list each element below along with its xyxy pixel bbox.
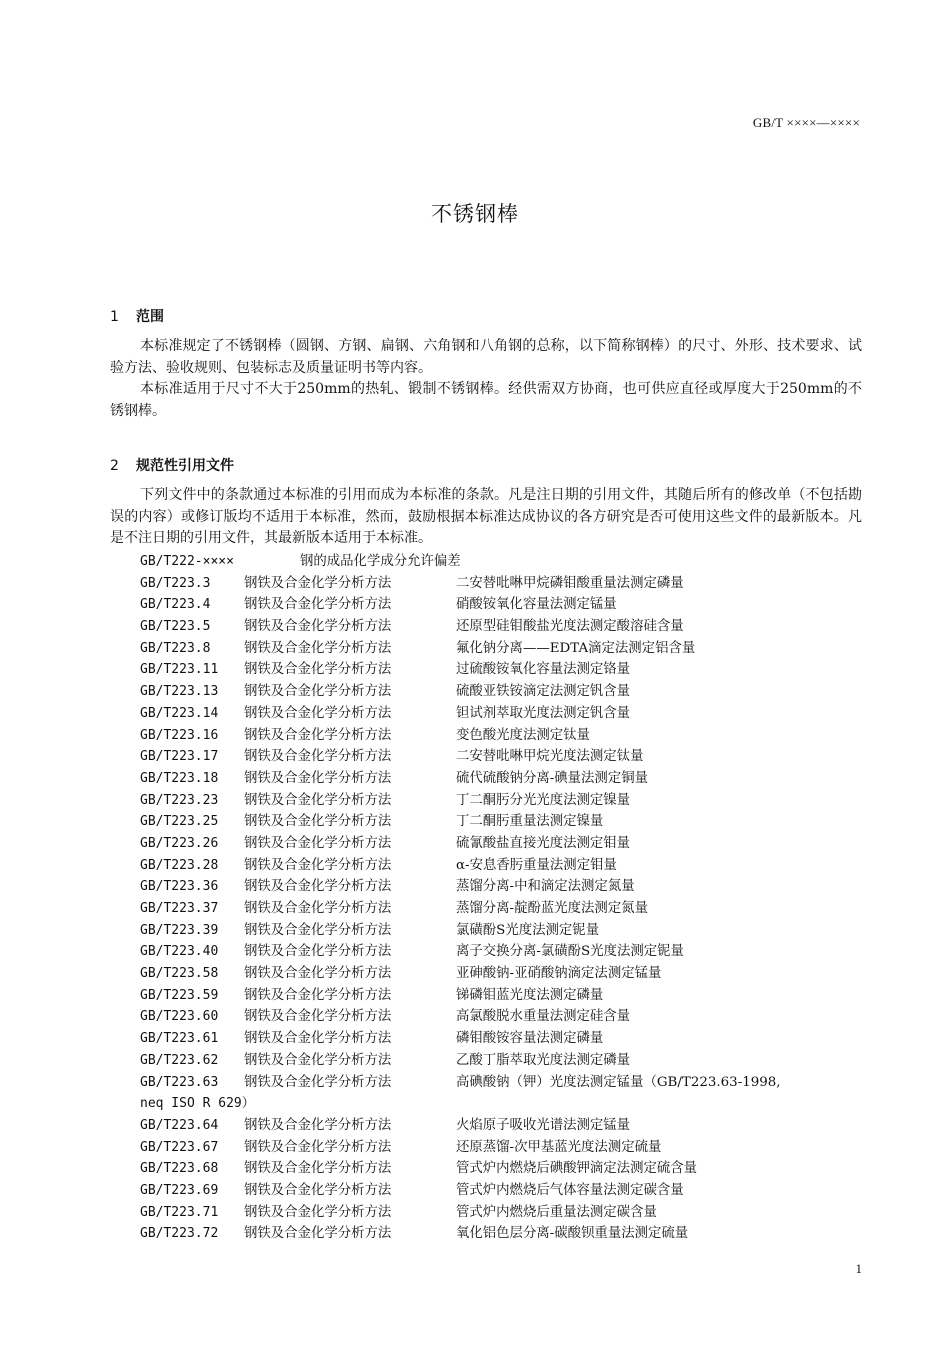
section-1-paragraph-2: 本标准适用于尺寸不大于250mm的热轧、锻制不锈钢棒。经供需双方协商，也可供应直径或厚度大于250mm的不锈钢棒。 — [110, 381, 862, 419]
reference-category: 钢铁及合金化学分析方法 — [244, 749, 392, 765]
reference-item — [140, 790, 880, 812]
reference-item — [140, 1006, 880, 1028]
reference-category: 钢铁及合金化学分析方法 — [244, 1117, 392, 1133]
reference-name: 还原型硅钼酸盐光度法测定酸溶硅含量 — [456, 619, 684, 635]
section-1-title: 范围 — [136, 309, 164, 325]
reference-item — [140, 1202, 880, 1224]
reference-name: 过硫酸铵氧化容量法测定铬量 — [456, 662, 631, 678]
section-2-heading — [110, 455, 234, 475]
reference-name: 磷钼酸铵容量法测定磷量 — [456, 1031, 604, 1047]
reference-category: 钢铁及合金化学分析方法 — [244, 705, 392, 721]
reference-name: 管式炉内燃烧后重量法测定碳含量 — [456, 1204, 657, 1220]
reference-item — [140, 616, 880, 638]
reference-item — [140, 898, 880, 920]
reference-name: 高氯酸脱水重量法测定硅含量 — [456, 1009, 631, 1025]
reference-category: 钢铁及合金化学分析方法 — [244, 987, 392, 1003]
reference-item — [140, 1072, 880, 1094]
reference-category: 钢铁及合金化学分析方法 — [244, 966, 392, 982]
reference-item — [140, 1050, 880, 1072]
reference-name: 乙酸丁脂萃取光度法测定磷量 — [456, 1052, 631, 1068]
reference-item — [140, 725, 880, 747]
reference-category: 钢铁及合金化学分析方法 — [244, 662, 392, 678]
reference-name: 氯磺酚S光度法测定铌量 — [456, 922, 600, 938]
reference-code: GB/T223.37 — [140, 901, 219, 916]
reference-item — [140, 1223, 880, 1245]
reference-name: 丁二酮肟分光光度法测定镍量 — [456, 792, 631, 808]
reference-code: GB/T223.58 — [140, 966, 219, 982]
reference-name: 二安替吡啉甲烷光度法测定钛量 — [456, 749, 644, 765]
reference-category: 钢铁及合金化学分析方法 — [244, 1161, 392, 1177]
reference-category: 钢铁及合金化学分析方法 — [244, 814, 392, 830]
reference-code: GB/T223.16 — [140, 727, 219, 743]
reference-item — [140, 855, 880, 877]
reference-code: GB/T223.8 — [140, 640, 211, 656]
section-1-number: 1 — [110, 309, 119, 325]
reference-category: 钢铁及合金化学分析方法 — [244, 879, 392, 895]
reference-code: GB/T223.3 — [140, 575, 211, 591]
reference-category: 钢铁及合金化学分析方法 — [244, 1052, 392, 1068]
reference-category: 钢铁及合金化学分析方法 — [244, 1182, 392, 1198]
reference-category: 钢铁及合金化学分析方法 — [244, 1226, 392, 1242]
reference-item — [140, 681, 880, 703]
section-2-title: 规范性引用文件 — [136, 458, 234, 474]
reference-category: 钢铁及合金化学分析方法 — [244, 857, 392, 873]
reference-name: 亚砷酸钠-亚硝酸钠滴定法测定锰量 — [456, 966, 662, 982]
reference-code: GB/T223.69 — [140, 1182, 219, 1198]
reference-code: GB/T223.72 — [140, 1226, 219, 1242]
reference-category: 钢铁及合金化学分析方法 — [244, 922, 392, 938]
reference-category: 钢铁及合金化学分析方法 — [244, 1139, 392, 1155]
reference-code: GB/T223.40 — [140, 944, 219, 960]
reference-name: 蒸馏分离-中和滴定法测定氮量 — [456, 879, 635, 895]
reference-list — [140, 551, 880, 1245]
reference-name: 还原蒸馏-次甲基蓝光度法测定硫量 — [456, 1139, 662, 1155]
reference-item — [140, 638, 880, 660]
reference-item — [140, 1028, 880, 1050]
reference-code: GB/T223.5 — [140, 619, 211, 635]
reference-item — [140, 703, 880, 725]
reference-code: GB/T223.11 — [140, 662, 219, 678]
reference-item — [140, 811, 880, 833]
reference-code: GB/T222-×××× — [140, 554, 234, 569]
reference-name: 离子交换分离-氯磺酚S光度法测定铌量 — [456, 944, 684, 960]
reference-code: GB/T223.61 — [140, 1031, 219, 1047]
reference-name: 硫氰酸盐直接光度法测定钼量 — [456, 835, 631, 851]
standard-code: GB/T ××××—×××× — [752, 115, 860, 130]
reference-category: 钢铁及合金化学分析方法 — [244, 901, 392, 916]
reference-name: 火焰原子吸收光谱法测定锰量 — [456, 1117, 631, 1133]
reference-category: 钢铁及合金化学分析方法 — [244, 835, 392, 851]
reference-category: 钢铁及合金化学分析方法 — [244, 1074, 392, 1090]
reference-code: GB/T223.18 — [140, 770, 219, 786]
reference-code: GB/T223.36 — [140, 879, 219, 895]
reference-name: 硫代硫酸钠分离-碘量法测定铜量 — [456, 770, 648, 786]
reference-category: 钢铁及合金化学分析方法 — [244, 575, 392, 591]
reference-item — [140, 1115, 880, 1137]
reference-name: 硝酸铵氧化容量法测定锰量 — [456, 597, 617, 613]
reference-name: 管式炉内燃烧后气体容量法测定碳含量 — [456, 1182, 684, 1198]
reference-code: GB/T223.28 — [140, 857, 219, 873]
reference-name: 锑磷钼蓝光度法测定磷量 — [456, 987, 604, 1003]
reference-item — [140, 1158, 880, 1180]
reference-item — [140, 594, 880, 616]
reference-code: GB/T223.25 — [140, 814, 219, 830]
reference-category: 钢铁及合金化学分析方法 — [244, 640, 392, 656]
reference-category: 钢铁及合金化学分析方法 — [244, 619, 392, 635]
reference-category: 钢铁及合金化学分析方法 — [244, 684, 392, 700]
reference-name: 氟化钠分离——EDTA滴定法测定铝含量 — [456, 640, 696, 656]
reference-name: α-安息香肟重量法测定钼量 — [456, 857, 617, 873]
reference-code: GB/T223.59 — [140, 987, 219, 1003]
reference-category: 钢铁及合金化学分析方法 — [244, 1204, 392, 1220]
reference-item — [140, 659, 880, 681]
reference-name: 蒸馏分离-靛酚蓝光度法测定氮量 — [456, 901, 648, 916]
reference-code: GB/T223.67 — [140, 1139, 219, 1155]
reference-name: 氧化铝色层分离-碳酸钡重量法测定硫量 — [456, 1226, 689, 1242]
reference-name: 变色酸光度法测定钛量 — [456, 727, 590, 743]
reference-item — [140, 963, 880, 985]
reference-name: 二安替吡啉甲烷磷钼酸重量法测定磷量 — [456, 575, 684, 591]
reference-item — [140, 920, 880, 942]
page-number: 1 — [855, 1261, 862, 1276]
reference-category: 钢铁及合金化学分析方法 — [244, 770, 392, 786]
reference-item — [140, 833, 880, 855]
reference-code: GB/T223.23 — [140, 792, 219, 808]
reference-name: 钢的成品化学成分允许偏差 — [300, 554, 461, 569]
reference-code: GB/T223.26 — [140, 835, 219, 851]
reference-category: 钢铁及合金化学分析方法 — [244, 792, 392, 808]
reference-item — [140, 876, 880, 898]
reference-code: GB/T223.4 — [140, 597, 211, 613]
section-1-paragraph-1: 本标准规定了不锈钢棒（圆钢、方钢、扁钢、六角钢和八角钢的总称，以下简称钢棒）的尺寸、外形、技术要求、试验方法、验收规则、包装标志及质量证明书等内容。 — [110, 338, 862, 376]
reference-code: GB/T223.17 — [140, 749, 219, 765]
reference-category: 钢铁及合金化学分析方法 — [244, 597, 392, 613]
reference-continuation: neq ISO R 629） — [140, 1096, 255, 1112]
reference-code: GB/T223.13 — [140, 684, 219, 700]
section-1-heading — [110, 306, 164, 326]
reference-code: GB/T223.68 — [140, 1161, 219, 1177]
document-title: 不锈钢棒 — [431, 202, 519, 226]
section-2-number: 2 — [110, 458, 119, 474]
section-2-intro: 下列文件中的条款通过本标准的引用而成为本标准的条款。凡是注日期的引用文件，其随后所有的修改单（不包括勘误的内容）或修订版均不适用于本标准，然而，鼓励根据本标准达成协议的各方研究是否可使用这些文件的最新版本。凡是不注日期的引用文件，其最新版本适用于本标准。 — [110, 487, 862, 546]
reference-name: 管式炉内燃烧后碘酸钾滴定法测定硫含量 — [456, 1161, 698, 1177]
reference-category: 钢铁及合金化学分析方法 — [244, 944, 392, 960]
reference-code: GB/T223.62 — [140, 1052, 219, 1068]
reference-item — [140, 573, 880, 595]
reference-item — [140, 551, 880, 573]
reference-name: 丁二酮肟重量法测定镍量 — [456, 814, 604, 830]
reference-category: 钢铁及合金化学分析方法 — [244, 1031, 392, 1047]
reference-item — [140, 768, 880, 790]
reference-code: GB/T223.39 — [140, 922, 219, 938]
reference-item — [140, 1180, 880, 1202]
reference-category: 钢铁及合金化学分析方法 — [244, 1009, 392, 1025]
reference-item — [140, 746, 880, 768]
reference-item — [140, 941, 880, 963]
reference-name: 高碘酸钠（钾）光度法测定锰量（GB/T223.63-1998, — [456, 1074, 781, 1090]
reference-name: 硫酸亚铁铵滴定法测定钒含量 — [456, 684, 631, 700]
reference-code: GB/T223.64 — [140, 1117, 219, 1133]
reference-item — [140, 1137, 880, 1159]
reference-code: GB/T223.14 — [140, 705, 219, 721]
reference-category: 钢铁及合金化学分析方法 — [244, 727, 392, 743]
reference-code: GB/T223.71 — [140, 1204, 219, 1220]
reference-code: GB/T223.60 — [140, 1009, 219, 1025]
reference-name: 钽试剂萃取光度法测定钒含量 — [456, 705, 631, 721]
reference-item — [140, 985, 880, 1007]
reference-code: GB/T223.63 — [140, 1074, 219, 1090]
